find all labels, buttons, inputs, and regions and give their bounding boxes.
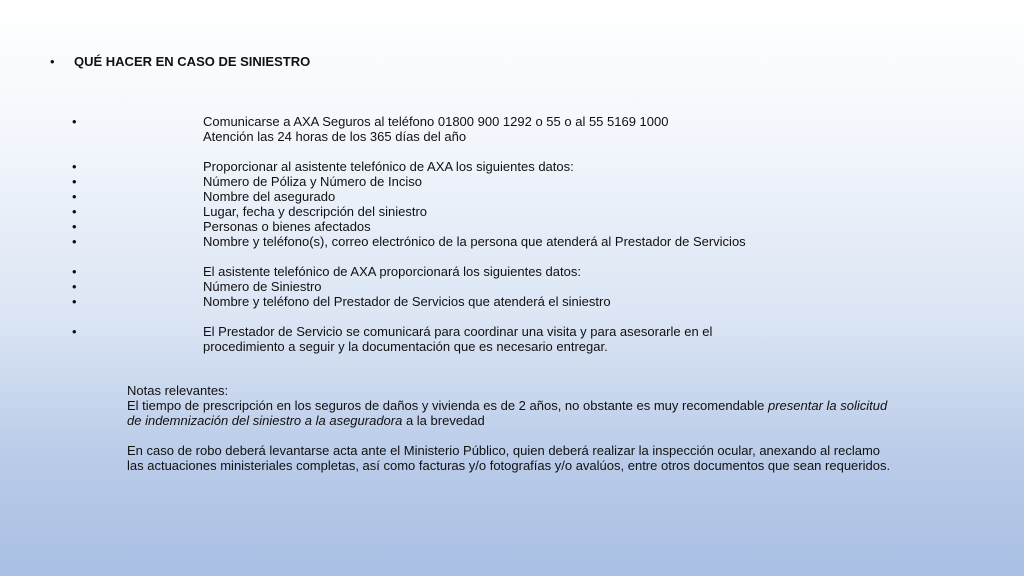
prescription-emphasis: presentar la solicitud de indemnización del siniestro a la aseguradora	[127, 398, 888, 428]
bullet: •	[72, 264, 77, 279]
provide-item: Nombre y teléfono(s), correo electrónico de la persona que atenderá al Prestador de Servicios	[203, 234, 746, 249]
prescription-note	[127, 398, 897, 428]
provide-item: Nombre del asegurado	[203, 189, 336, 204]
bullet: •	[72, 114, 77, 129]
page-title: QUÉ HACER EN CASO DE SINIESTRO	[74, 54, 311, 69]
robbery-note: En caso de robo deberá levantarse acta ante el Ministerio Público, quien deberá realizar la inspección ocular, anexando al reclamo las actuaciones ministeriales completas, así como facturas y/o fotografías y/o avalúos, entre otros documentos que sean requeridos.	[127, 443, 891, 473]
bullet: •	[72, 234, 77, 249]
provide-item: Personas o bienes afectados	[203, 219, 371, 234]
bullet: •	[72, 294, 77, 309]
contact-line: Comunicarse a AXA Seguros al teléfono 01800 900 1292 o 55 o al 55 5169 1000	[203, 114, 669, 129]
assistant-item: Número de Siniestro	[203, 279, 322, 294]
bullet: •	[50, 54, 55, 69]
assistant-item: Nombre y teléfono del Prestador de Servicios que atenderá el siniestro	[203, 294, 611, 309]
list-item	[72, 234, 792, 249]
heading-row	[50, 54, 310, 70]
assistant-intro: El asistente telefónico de AXA proporcionará los siguientes datos:	[203, 264, 581, 279]
contact-hours: Atención las 24 horas de los 365 días del año	[203, 129, 467, 144]
list-item	[72, 114, 792, 129]
list-item	[72, 174, 792, 189]
bullet: •	[72, 174, 77, 189]
provider-line: El Prestador de Servicio se comunicará para coordinar una visita y para asesorarle en el	[203, 324, 713, 339]
prescription-end: a la brevedad	[402, 413, 485, 428]
provide-intro: Proporcionar al asistente telefónico de AXA los siguientes datos:	[203, 159, 574, 174]
list-item	[72, 294, 792, 309]
bullet: •	[72, 189, 77, 204]
list-item	[72, 204, 792, 219]
list-item	[72, 324, 792, 339]
provider-line-continued: procedimiento a seguir y la documentación que es necesario entregar.	[203, 339, 608, 354]
prescription-text: El tiempo de prescripción en los seguros de daños y vivienda es de 2 años, no obstante es muy recomendable	[127, 398, 768, 413]
list-item	[72, 189, 792, 204]
notes-title: Notas relevantes:	[127, 383, 229, 398]
steps-list	[72, 114, 792, 354]
list-item	[72, 219, 792, 234]
bullet: •	[72, 324, 77, 339]
bullet: •	[72, 204, 77, 219]
bullet: •	[72, 219, 77, 234]
list-item	[72, 159, 792, 174]
bullet: •	[72, 279, 77, 294]
list-item	[72, 264, 792, 279]
provide-item: Número de Póliza y Número de Inciso	[203, 174, 422, 189]
notes-section	[127, 383, 897, 473]
list-item	[72, 279, 792, 294]
bullet: •	[72, 159, 77, 174]
provide-item: Lugar, fecha y descripción del siniestro	[203, 204, 428, 219]
